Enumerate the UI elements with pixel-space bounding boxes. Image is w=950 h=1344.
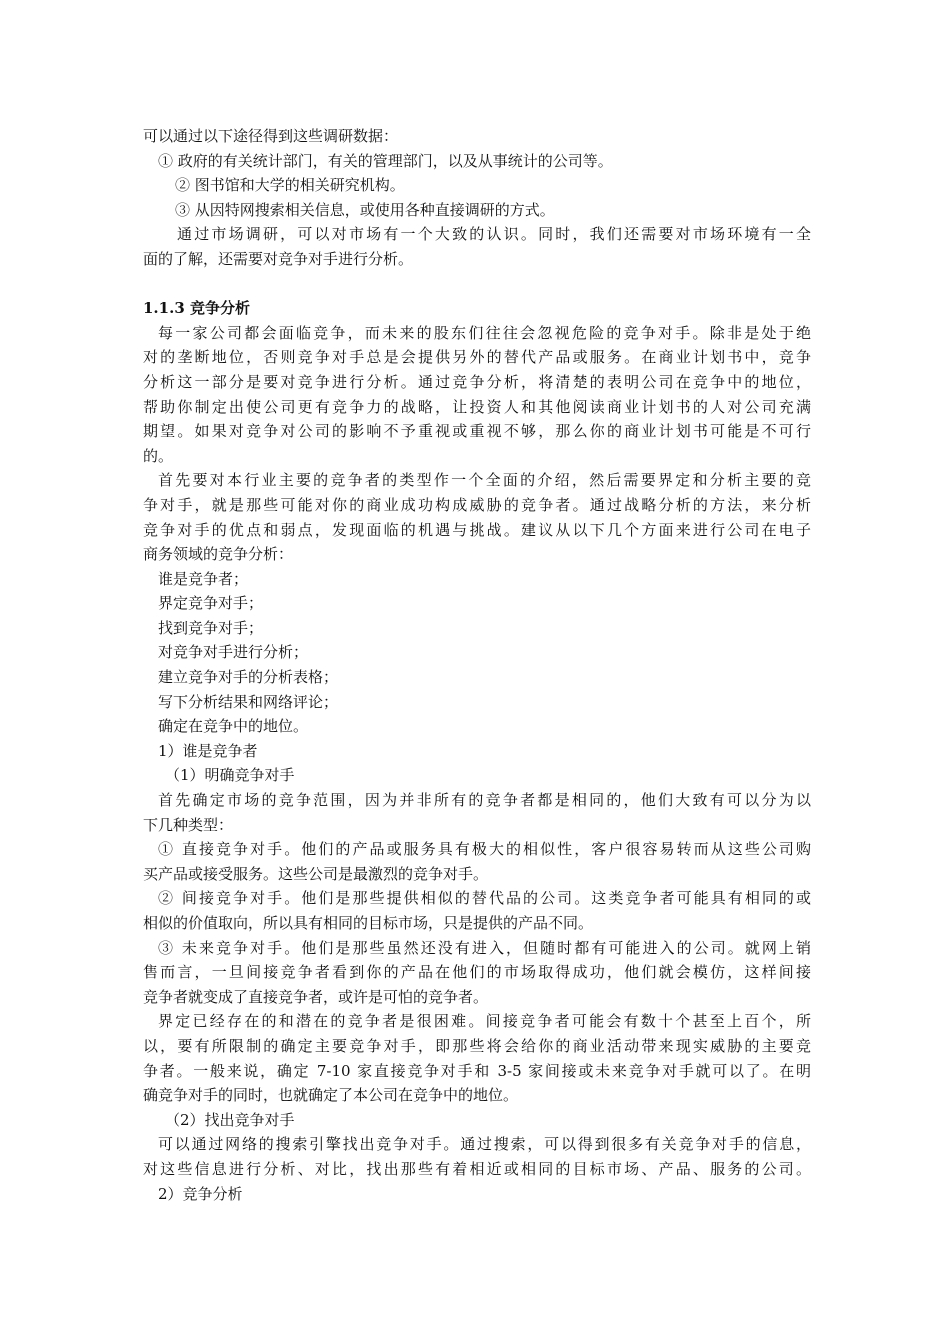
text-line: 写下分析结果和网络评论； bbox=[158, 692, 339, 711]
text-line: 确定在竞争中的地位。 bbox=[158, 717, 309, 736]
text-line: 谁是竞争者； bbox=[158, 569, 249, 588]
text-line: 找到竞争对手； bbox=[158, 618, 264, 637]
text-line: 1）谁是竞争者 bbox=[158, 741, 258, 760]
text-line: ① 政府的有关统计部门，有关的管理部门，以及从事统计的公司等。 bbox=[158, 151, 613, 170]
text-line: （2）找出竞争对手 bbox=[165, 1110, 295, 1129]
text-line: ① 直接竞争对手。他们的产品或服务具有极大的相似性，客户很容易转而从这些公司购 bbox=[158, 840, 811, 859]
text-line: 首先要对本行业主要的竞争者的类型作一个全面的介绍，然后需要界定和分析主要的竞 bbox=[158, 471, 811, 490]
text-line: ② 图书馆和大学的相关研究机构。 bbox=[175, 176, 405, 195]
text-line: 对的垄断地位，否则竞争对手总是会提供另外的替代产品或服务。在商业计划书中，竞争 bbox=[143, 348, 811, 367]
text-line: 建立竞争对手的分析表格； bbox=[158, 668, 339, 687]
text-line: 以，要有所限制的确定主要竞争对手，即那些将会给你的商业活动带来现实威胁的主要竞 bbox=[143, 1036, 811, 1055]
text-line: ③ 从因特网搜索相关信息，或使用各种直接调研的方式。 bbox=[175, 200, 555, 219]
text-line: 界定竞争对手； bbox=[158, 594, 264, 613]
text-line: （1）明确竞争对手 bbox=[165, 766, 295, 785]
document-page bbox=[143, 124, 811, 1206]
text-line: 对这些信息进行分析、对比，找出那些有着相近或相同的目标市场、产品、服务的公司。 bbox=[143, 1159, 811, 1178]
text-line: 可以通过网络的搜索引擎找出竞争对手。通过搜索，可以得到很多有关竞争对手的信息， bbox=[158, 1135, 811, 1154]
text-line: 每一家公司都会面临竞争，而未来的股东们往往会忽视危险的竞争对手。除非是处于绝 bbox=[158, 323, 811, 342]
text-line: ③ 未来竞争对手。他们是那些虽然还没有进入，但随时都有可能进入的公司。就网上销 bbox=[158, 938, 811, 957]
text-line: 争者。一般来说，确定 7-10 家直接竞争对手和 3-5 家间接或未来竞争对手就可以了。在明 bbox=[143, 1061, 811, 1080]
text-line: 下几种类型： bbox=[143, 815, 234, 834]
text-line: 商务领域的竞争分析： bbox=[143, 545, 294, 564]
text-line: 竞争对手的优点和弱点，发现面临的机遇与挑战。建议从以下几个方面来进行公司在电子 bbox=[143, 520, 811, 539]
text-line: 售而言，一旦间接竞争者看到你的产品在他们的市场取得成功，他们就会模仿，这样间接 bbox=[143, 963, 811, 982]
section-heading: 1.1.3 竞争分析 bbox=[143, 299, 250, 318]
text-line: 期望。如果对竞争对公司的影响不予重视或重视不够，那么你的商业计划书可能是不可行 bbox=[143, 422, 811, 441]
text-line: 通过市场调研，可以对市场有一个大致的认识。同时，我们还需要对市场环境有一全 bbox=[177, 225, 811, 244]
text-line: 的。 bbox=[143, 446, 174, 465]
text-line: 界定已经存在的和潜在的竞争者是很困难。间接竞争者可能会有数十个甚至上百个，所 bbox=[158, 1012, 811, 1031]
text-line: 分析这一部分是要对竞争进行分析。通过竞争分析，将清楚的表明公司在竞争中的地位， bbox=[143, 372, 811, 391]
text-line: 相似的价值取向，所以具有相同的目标市场，只是提供的产品不同。 bbox=[143, 914, 594, 932]
text-line: 买产品或接受服务。这些公司是最激烈的竞争对手。 bbox=[143, 864, 489, 883]
text-line: 争对手，就是那些可能对你的商业成功构成威胁的竞争者。通过战略分析的方法，来分析 bbox=[143, 495, 811, 514]
text-line: ② 间接竞争对手。他们是那些提供相似的替代品的公司。这类竞争者可能具有相同的或 bbox=[158, 889, 811, 908]
text-line: 2）竞争分析 bbox=[158, 1184, 243, 1203]
text-line: 确竞争对手的同时，也就确定了本公司在竞争中的地位。 bbox=[143, 1086, 519, 1105]
text-line: 帮助你制定出使公司更有竞争力的战略，让投资人和其他阅读商业计划书的人对公司充满 bbox=[143, 397, 811, 416]
text-line: 面的了解，还需要对竞争对手进行分析。 bbox=[143, 249, 414, 268]
text-line: 首先确定市场的竞争范围，因为并非所有的竞争者都是相同的，他们大致有可以分为以 bbox=[158, 791, 811, 810]
text-line: 竞争者就变成了直接竞争者，或许是可怕的竞争者。 bbox=[143, 987, 489, 1006]
text-line: 对竞争对手进行分析； bbox=[158, 643, 309, 662]
blank-line bbox=[143, 272, 811, 297]
text-line: 可以通过以下途径得到这些调研数据： bbox=[143, 127, 399, 145]
